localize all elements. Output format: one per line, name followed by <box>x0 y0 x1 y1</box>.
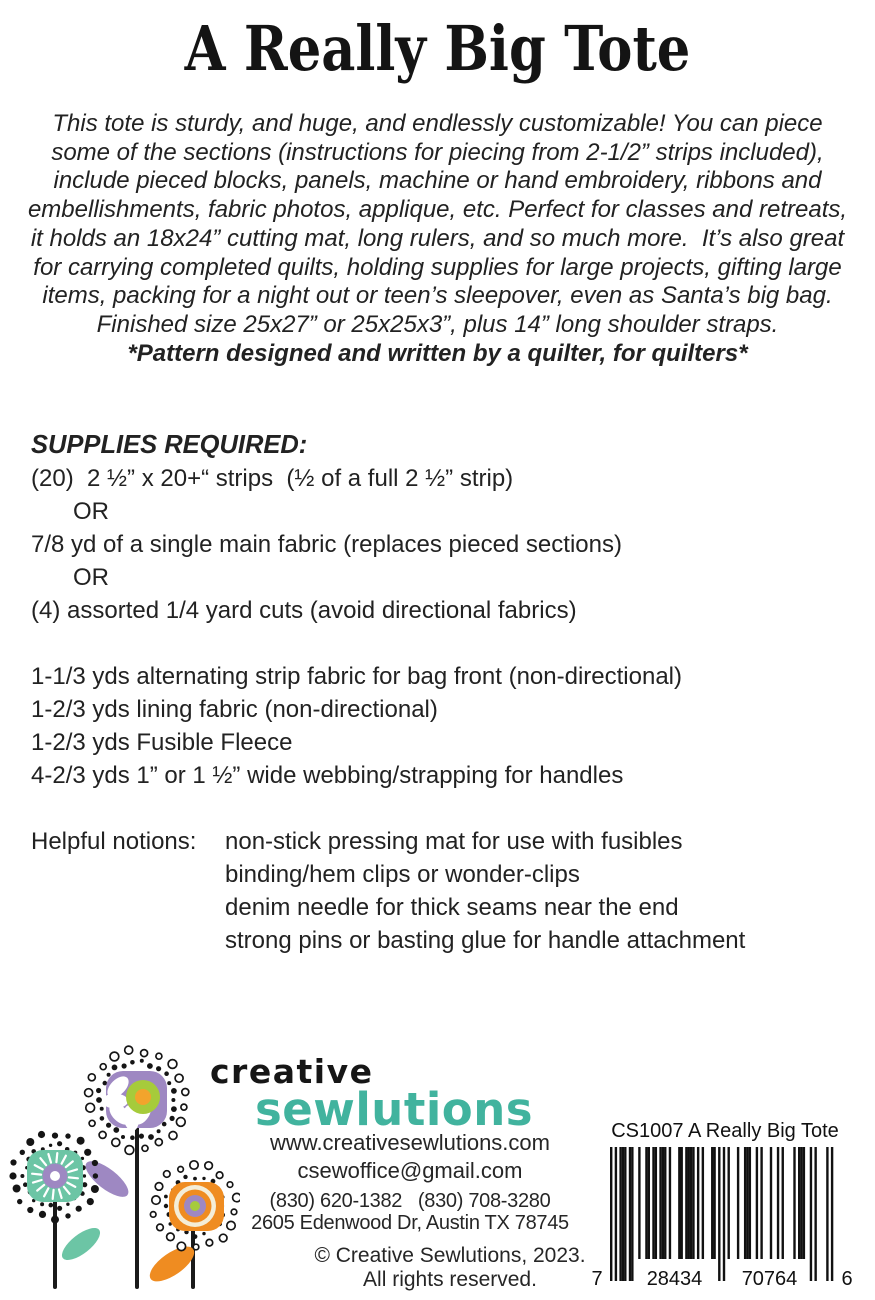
barcode <box>592 1147 858 1297</box>
brand-sewlutions: sewlutions <box>255 1083 534 1136</box>
notion-item: non-stick pressing mat for use with fusibles <box>225 828 683 855</box>
email-text: csewoffice@gmail.com <box>297 1158 523 1183</box>
barcode-digit-group: 70764 <box>741 1268 798 1290</box>
brand-creative: creative <box>210 1052 374 1091</box>
notion-item: strong pins or basting glue for handle attachment <box>225 927 746 954</box>
spacer <box>31 627 745 660</box>
spacer <box>31 792 745 825</box>
yardage-item: 4-2/3 yds 1” or 1 ½” wide webbing/strapping for handles <box>31 762 624 789</box>
barcode-label: CS1007 A Really Big Tote <box>611 1120 839 1142</box>
supplies-or: OR <box>73 498 109 525</box>
page-title: A Really Big Tote <box>184 12 691 85</box>
yardage-item: 1-2/3 yds Fusible Fleece <box>31 729 293 756</box>
copyright-line: © Creative Sewlutions, 2023. <box>314 1244 586 1267</box>
intro-line: it holds an 18x24” cutting mat, long rulers, and so much more. It’s also great <box>30 224 845 252</box>
supplies-option: 7/8 yd of a single main fabric (replaces pieced sections) <box>31 531 622 558</box>
daisy-center-dot <box>135 1089 151 1105</box>
orange-flower-center-dot <box>190 1201 200 1211</box>
purple-leaf <box>80 1155 133 1203</box>
barcode-digit-first: 7 <box>591 1268 603 1290</box>
supplies-section <box>31 429 745 957</box>
phone-numbers: (830) 620-1382 (830) 708-3280 <box>269 1190 551 1212</box>
street-address: 2605 Edenwood Dr, Austin TX 78745 <box>251 1212 569 1234</box>
intro-line: some of the sections (instructions for piecing from 2-1/2” strips included), <box>51 138 824 166</box>
teal-flower-center-dot <box>50 1171 60 1181</box>
notions-label: Helpful notions: <box>31 828 204 855</box>
intro-line: for carrying completed quilts, holding supplies for large projects, gifting large <box>33 253 842 281</box>
supplies-option: (4) assorted 1/4 yard cuts (avoid directional fabrics) <box>31 597 577 624</box>
notions-block <box>31 825 745 957</box>
supplies-heading: SUPPLIES REQUIRED: <box>31 431 308 459</box>
purple-flower <box>102 1071 167 1132</box>
intro-emphasis-line: *Pattern designed and written by a quilter, for quilters* <box>127 339 748 367</box>
barcode-digit-group: 28434 <box>646 1268 703 1290</box>
intro-paragraph <box>0 110 875 368</box>
intro-line: items, packing for a night out or teen’s sleepover, even as Santa’s big bag. <box>42 282 833 310</box>
intro-line: include pieced blocks, panels, machine or hand embroidery, ribbons and <box>53 167 822 195</box>
notion-item: denim needle for thick seams near the end <box>225 894 679 921</box>
teal-leaf <box>57 1222 105 1265</box>
barcode-bars <box>592 1147 858 1281</box>
intro-line: embellishments, fabric photos, applique, etc. Perfect for classes and retreats, <box>27 196 848 224</box>
intro-line: Finished size 25x27” or 25x25x3”, plus 14” long shoulder straps. <box>96 310 779 338</box>
barcode-digit-last: 6 <box>841 1268 853 1290</box>
notion-item: binding/hem clips or wonder-clips <box>225 861 580 888</box>
notions-list <box>225 825 745 957</box>
teal-flower <box>27 1150 83 1202</box>
yardage-item: 1-1/3 yds alternating strip fabric for bag front (non-directional) <box>31 663 682 690</box>
website-text: www.creativesewlutions.com <box>270 1130 550 1155</box>
supplies-option: (20) 2 ½” x 20+“ strips (½ of a full 2 ½” strip) <box>31 465 514 492</box>
intro-line: This tote is sturdy, and huge, and endlessly customizable! You can piece <box>52 110 823 137</box>
supplies-or: OR <box>73 564 109 591</box>
rights-line: All rights reserved. <box>363 1268 537 1291</box>
yardage-item: 1-2/3 yds lining fabric (non-directional) <box>31 696 438 723</box>
